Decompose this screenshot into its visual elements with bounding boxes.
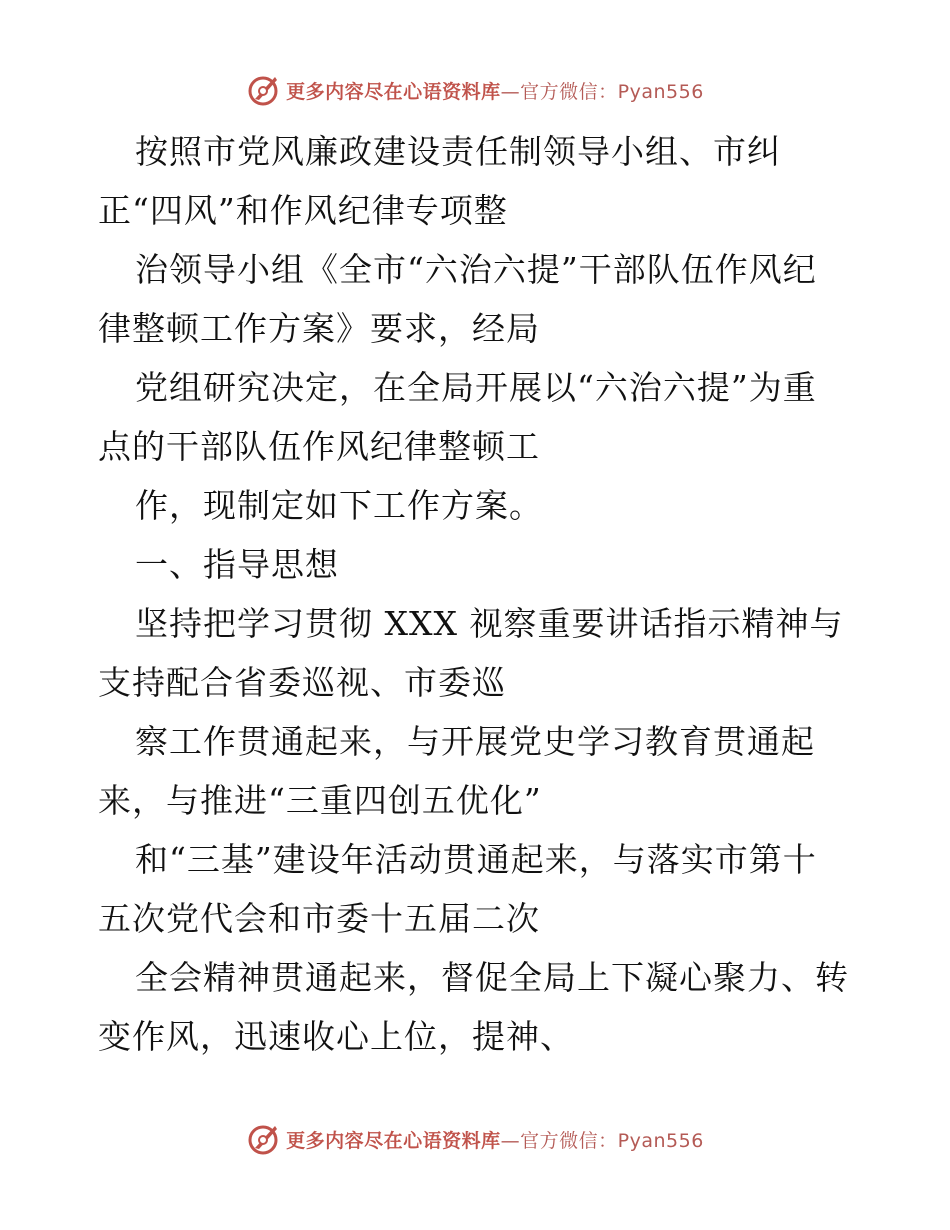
text-line: 变作风，迅速收心上位，提神、 xyxy=(98,1017,574,1056)
quill-logo-icon xyxy=(246,1121,282,1157)
text-line: 察工作贯通起来，与开展党史学习教育贯通起 xyxy=(135,722,815,761)
text-line: 来，与推进“三重四创五优化” xyxy=(98,781,542,820)
text-line: 和“三基”建设年活动贯通起来，与落实市第十 xyxy=(135,840,817,879)
text-line: 作，现制定如下工作方案。 xyxy=(135,486,543,525)
text-line: 点的干部队伍作风纪律整顿工 xyxy=(98,427,540,466)
text-line: 按照市党风廉政建设责任制领导小组、市纠 xyxy=(135,132,781,171)
text-line: 正“四风”和作风纪律专项整 xyxy=(98,191,508,230)
text-line: 治领导小组《全市“六治六提”干部队伍作风纪 xyxy=(135,250,817,289)
watermark-text xyxy=(286,1126,704,1153)
text-line: 全会精神贯通起来，督促全局上下凝心聚力、转 xyxy=(135,958,849,997)
text-line: 支持配合省委巡视、市委巡 xyxy=(98,663,506,702)
watermark-brand: 更多内容尽在心语资料库 xyxy=(286,1129,501,1152)
watermark-contact: —官方微信：Pyan556 xyxy=(500,80,704,103)
text-line: 五次党代会和市委十五届二次 xyxy=(98,899,540,938)
watermark-text xyxy=(286,77,704,104)
footer-watermark xyxy=(0,1119,950,1159)
text-line: 律整顿工作方案》要求，经局 xyxy=(98,309,540,348)
watermark-brand: 更多内容尽在心语资料库 xyxy=(286,80,501,103)
quill-logo-icon xyxy=(246,72,282,108)
watermark-contact: —官方微信：Pyan556 xyxy=(500,1129,704,1152)
text-line: 坚持把学习贯彻 XXX 视察重要讲话指示精神与 xyxy=(135,604,844,643)
document-body xyxy=(98,122,858,1066)
text-line: 党组研究决定，在全局开展以“六治六提”为重 xyxy=(135,368,817,407)
header-watermark xyxy=(0,70,950,110)
section-heading: 一、指导思想 xyxy=(135,545,339,584)
